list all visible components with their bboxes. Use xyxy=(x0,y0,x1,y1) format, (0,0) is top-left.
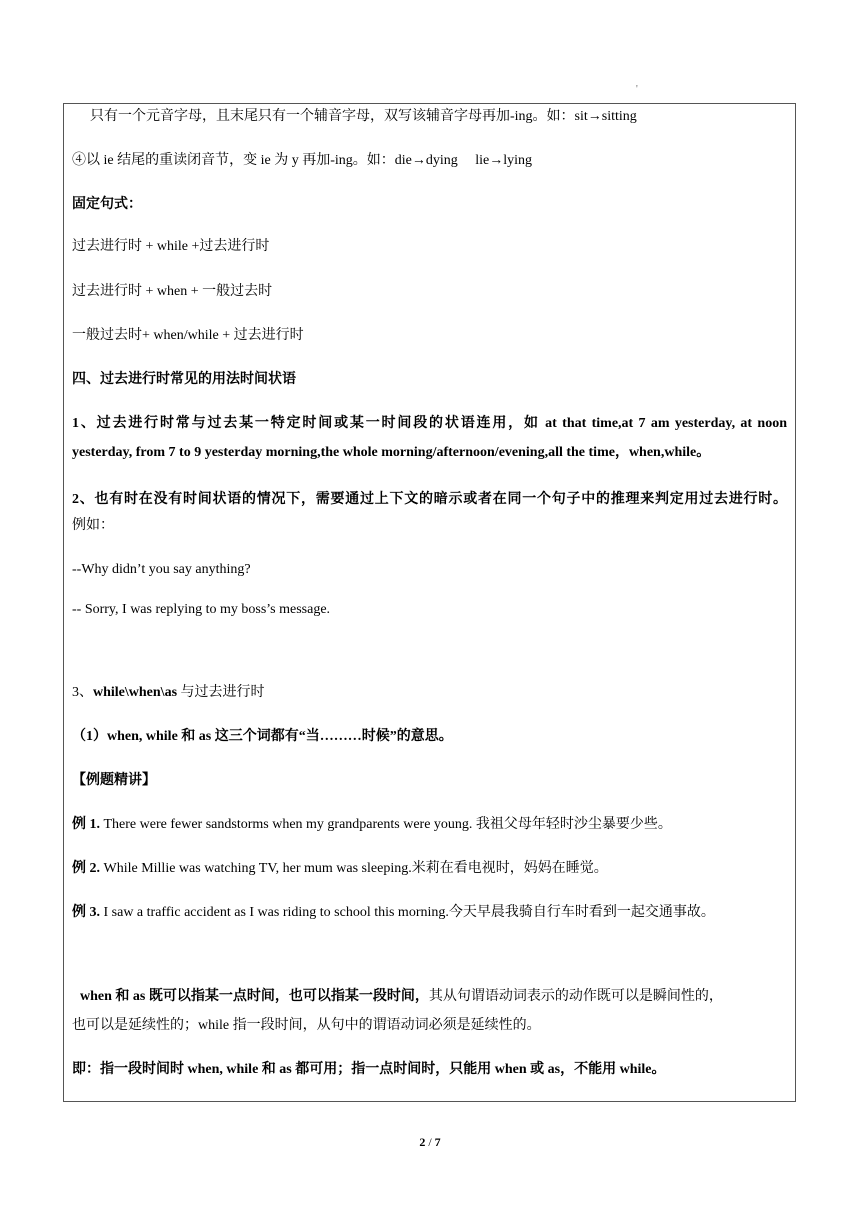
subsection-heading xyxy=(72,684,787,702)
page-separator: / xyxy=(425,1135,435,1149)
text-line: 只有一个元音字母，且末尾只有一个辅音字母，双写该辅音字母再加-ing。如：sit→sitting xyxy=(90,109,637,124)
section-heading: 固定句式： xyxy=(72,197,142,212)
example-label: 例 2. xyxy=(72,861,100,876)
text-line: （1）when, while 和 as 这三个词都有“当………时候”的意思。 xyxy=(72,729,453,744)
summary-line: 即：指一段时间时 when, while 和 as 都可用；指一点时间时，只能用 when 或 as，不能用 while。 xyxy=(72,1062,666,1077)
section-heading: 四、过去进行时常见的用法时间状语 xyxy=(72,372,296,387)
pattern-line: 一般过去时+ when/while + 过去进行时 xyxy=(72,328,304,343)
example-line xyxy=(72,860,787,878)
example-line xyxy=(72,816,787,834)
text-line: 2、也有时在没有时间状语的情况下，需要通过上下文的暗示或者在同一个句子中的推理来判定用过去进行时。 xyxy=(72,492,787,507)
text-line xyxy=(72,988,787,1006)
example-label: 例 1. xyxy=(72,817,100,832)
content-frame xyxy=(63,103,796,1102)
emphasis-text: when 和 as 既可以指某一点时间，也可以指某一段时间， xyxy=(80,989,429,1004)
page-total: 7 xyxy=(434,1135,441,1149)
example-text: There were fewer sandstorms when my grandparents were young. 我祖父母年轻时沙尘暴要少些。 xyxy=(100,817,672,832)
text-line: 1、过去进行时常与过去某一特定时间或某一时间段的状语连用，如 at that time,at 7 am yesterday, at noon xyxy=(72,416,787,431)
text-line: 也可以是延续性的；while 指一段时间，从句中的谓语动词必须是延续性的。 xyxy=(72,1018,541,1033)
subsection-title: 与过去进行时 xyxy=(177,685,265,700)
text-line: ④以 ie 结尾的重读闭音节，变 ie 为 y 再加-ing。如：die→dying lie→lying xyxy=(72,153,533,168)
page-current: 2 xyxy=(419,1135,426,1149)
example-text: While Millie was watching TV, her mum was sleeping.米莉在看电视时，妈妈在睡觉。 xyxy=(100,861,608,876)
text-line: 例如： xyxy=(72,518,114,533)
subsection-number: 3、 xyxy=(72,685,93,700)
page-number xyxy=(0,1135,860,1150)
section-heading: 【例题精讲】 xyxy=(72,773,156,788)
example-text: I saw a traffic accident as I was riding to school this morning.今天早晨我骑自行车时看到一起交通事故。 xyxy=(100,905,715,920)
pattern-line: 过去进行时 + when + 一般过去时 xyxy=(72,284,273,299)
dialogue-line: -- Sorry, I was replying to my boss’s message. xyxy=(72,602,331,617)
text-line: yesterday, from 7 to 9 yesterday morning,the whole morning/afternoon/evening,all the time，when,while。 xyxy=(72,445,711,460)
dialogue-line: --Why didn’t you say anything? xyxy=(72,562,251,577)
pattern-line: 过去进行时 + while +过去进行时 xyxy=(72,239,270,254)
plain-text: 其从句谓语动词表示的动作既可以是瞬间性的， xyxy=(428,989,723,1004)
example-label: 例 3. xyxy=(72,905,100,920)
example-line xyxy=(72,904,787,922)
subsection-keywords: while\when\as xyxy=(93,685,178,700)
header-mark: ' xyxy=(636,84,638,95)
